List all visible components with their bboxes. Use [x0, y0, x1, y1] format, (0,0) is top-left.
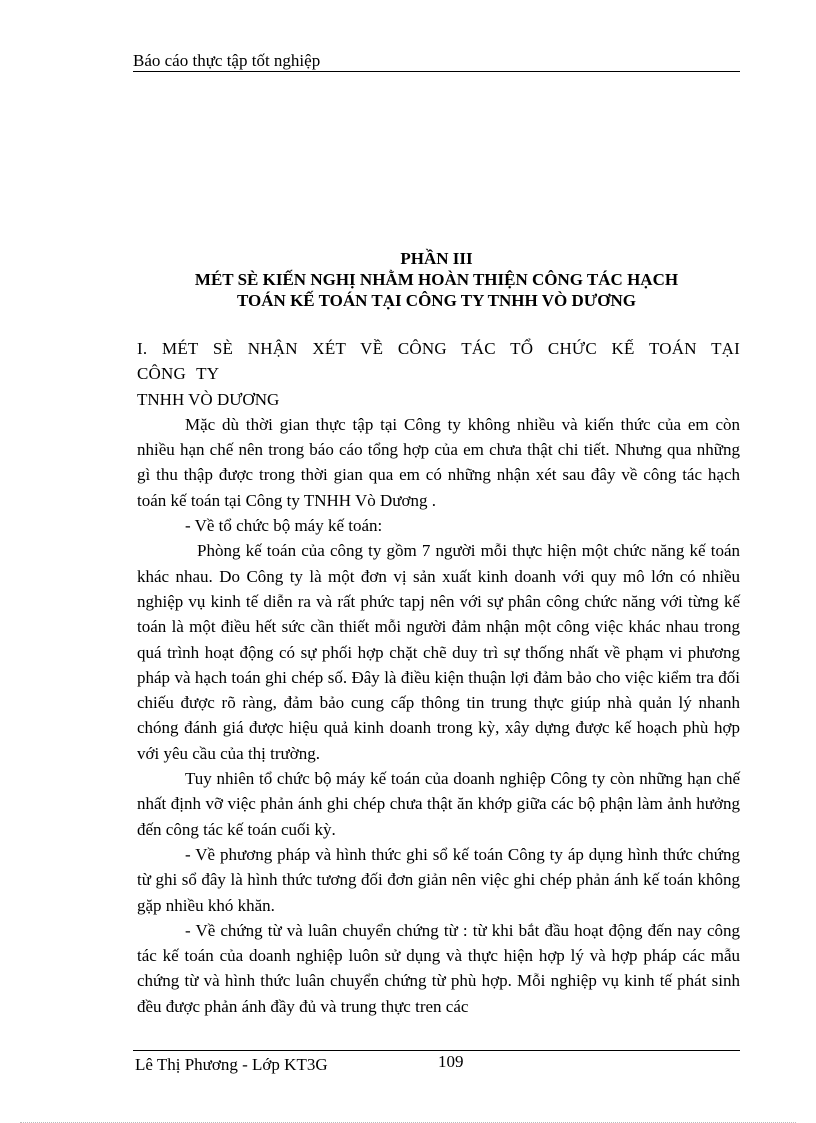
paragraph: Mặc dù thời gian thực tập tại Công ty không nhiều và kiến thức của em còn nhiều hạn chế nên trong báo cáo tổng hợp của em chưa thật chi tiết. Nhưng qua những gì thu thập được trong thời gian qua em có những nhận xét sau đây về công tác hạch toán kế toán tại Công ty TNHH Vò Dương .	[137, 414, 740, 510]
section-heading: TNHH VÒ DƯƠNG	[137, 389, 280, 409]
paragraph: - Về phương pháp và hình thức ghi sổ kế toán Công ty áp dụng hình thức chứng từ ghi sổ đây là hình thức tương đối đơn giản nên việc ghi chép phản ánh kế toán không gặp nhiều khó khăn.	[137, 844, 740, 915]
body-text	[137, 336, 740, 1019]
footer-divider	[133, 1050, 740, 1051]
title-line: TOÁN KẾ TOÁN TẠI CÔNG TY TNHH VÒ DƯƠNG	[237, 291, 636, 310]
paragraph: - Về chứng từ và luân chuyển chứng từ : từ khi bắt đầu hoạt động đến nay công tác kế toán của doanh nghiệp luôn sử dụng và thực hiện hợp lý và hợp pháp các mẫu chứng từ và hình thức luân chuyển chứng từ phù hợp. Mỗi nghiệp vụ kinh tế phát sinh đều được phản ánh đầy đủ và trung thực tren các	[137, 920, 740, 1016]
title-line: MÉT SÈ KIẾN NGHỊ NHẰM HOÀN THIỆN CÔNG TÁC HẠCH	[194, 270, 679, 289]
section-heading: I. MÉT SÈ NHẬN XÉT VỀ CÔNG TÁC TỔ CHỨC KẾ TOÁN TẠI CÔNG TY	[137, 339, 740, 384]
footer-author: Lê Thị Phương - Lớp KT3G	[135, 1055, 328, 1074]
header-divider	[133, 71, 740, 72]
title-part: PHẦN III	[400, 249, 473, 268]
paragraph: Tuy nhiên tổ chức bộ máy kế toán của doanh nghiệp Công ty còn những hạn chế nhất định vỡ việc phản ánh ghi chép chưa thật ăn khớp giữa các bộ phận làm ảnh hưởng đến công tác kế toán cuối kỳ.	[137, 769, 740, 839]
page-number: 109	[438, 1052, 464, 1071]
paragraph: - Về tổ chức bộ máy kế toán:	[185, 516, 383, 536]
running-header: Báo cáo thực tập tốt nghiệp	[133, 51, 321, 70]
paragraph: Phòng kế toán của công ty gồm 7 người mỗi thực hiện một chức năng kế toán khác nhau. Do Công ty là một đơn vị sản xuất kinh doanh với quy mô lớn có nhiều nghiệp vụ kinh tế diễn ra và rất phức tapj nên với sự phân công chức năng với từng kế toán là một điều hết sức cần thiết mỗi người đảm nhận một công việc khác nhau trong quá trình hoạt động có sự phối hợp chặt chẽ duy trì sự thống nhất về phạm vi phương pháp và hạch toán ghi chép số. Đây là điều kiện thuận lợi đảm bảo cho việc kiểm tra đối chiếu được rõ ràng, đảm bảo cung cấp thông tin trung thực giúp nhà quản lý nhanh chóng đánh giá được hiệu quả kinh doanh trong kỳ, xây dựng được kế hoạch phù hợp với yêu cầu của thị trường.	[137, 541, 740, 763]
chapter-title	[133, 248, 740, 311]
